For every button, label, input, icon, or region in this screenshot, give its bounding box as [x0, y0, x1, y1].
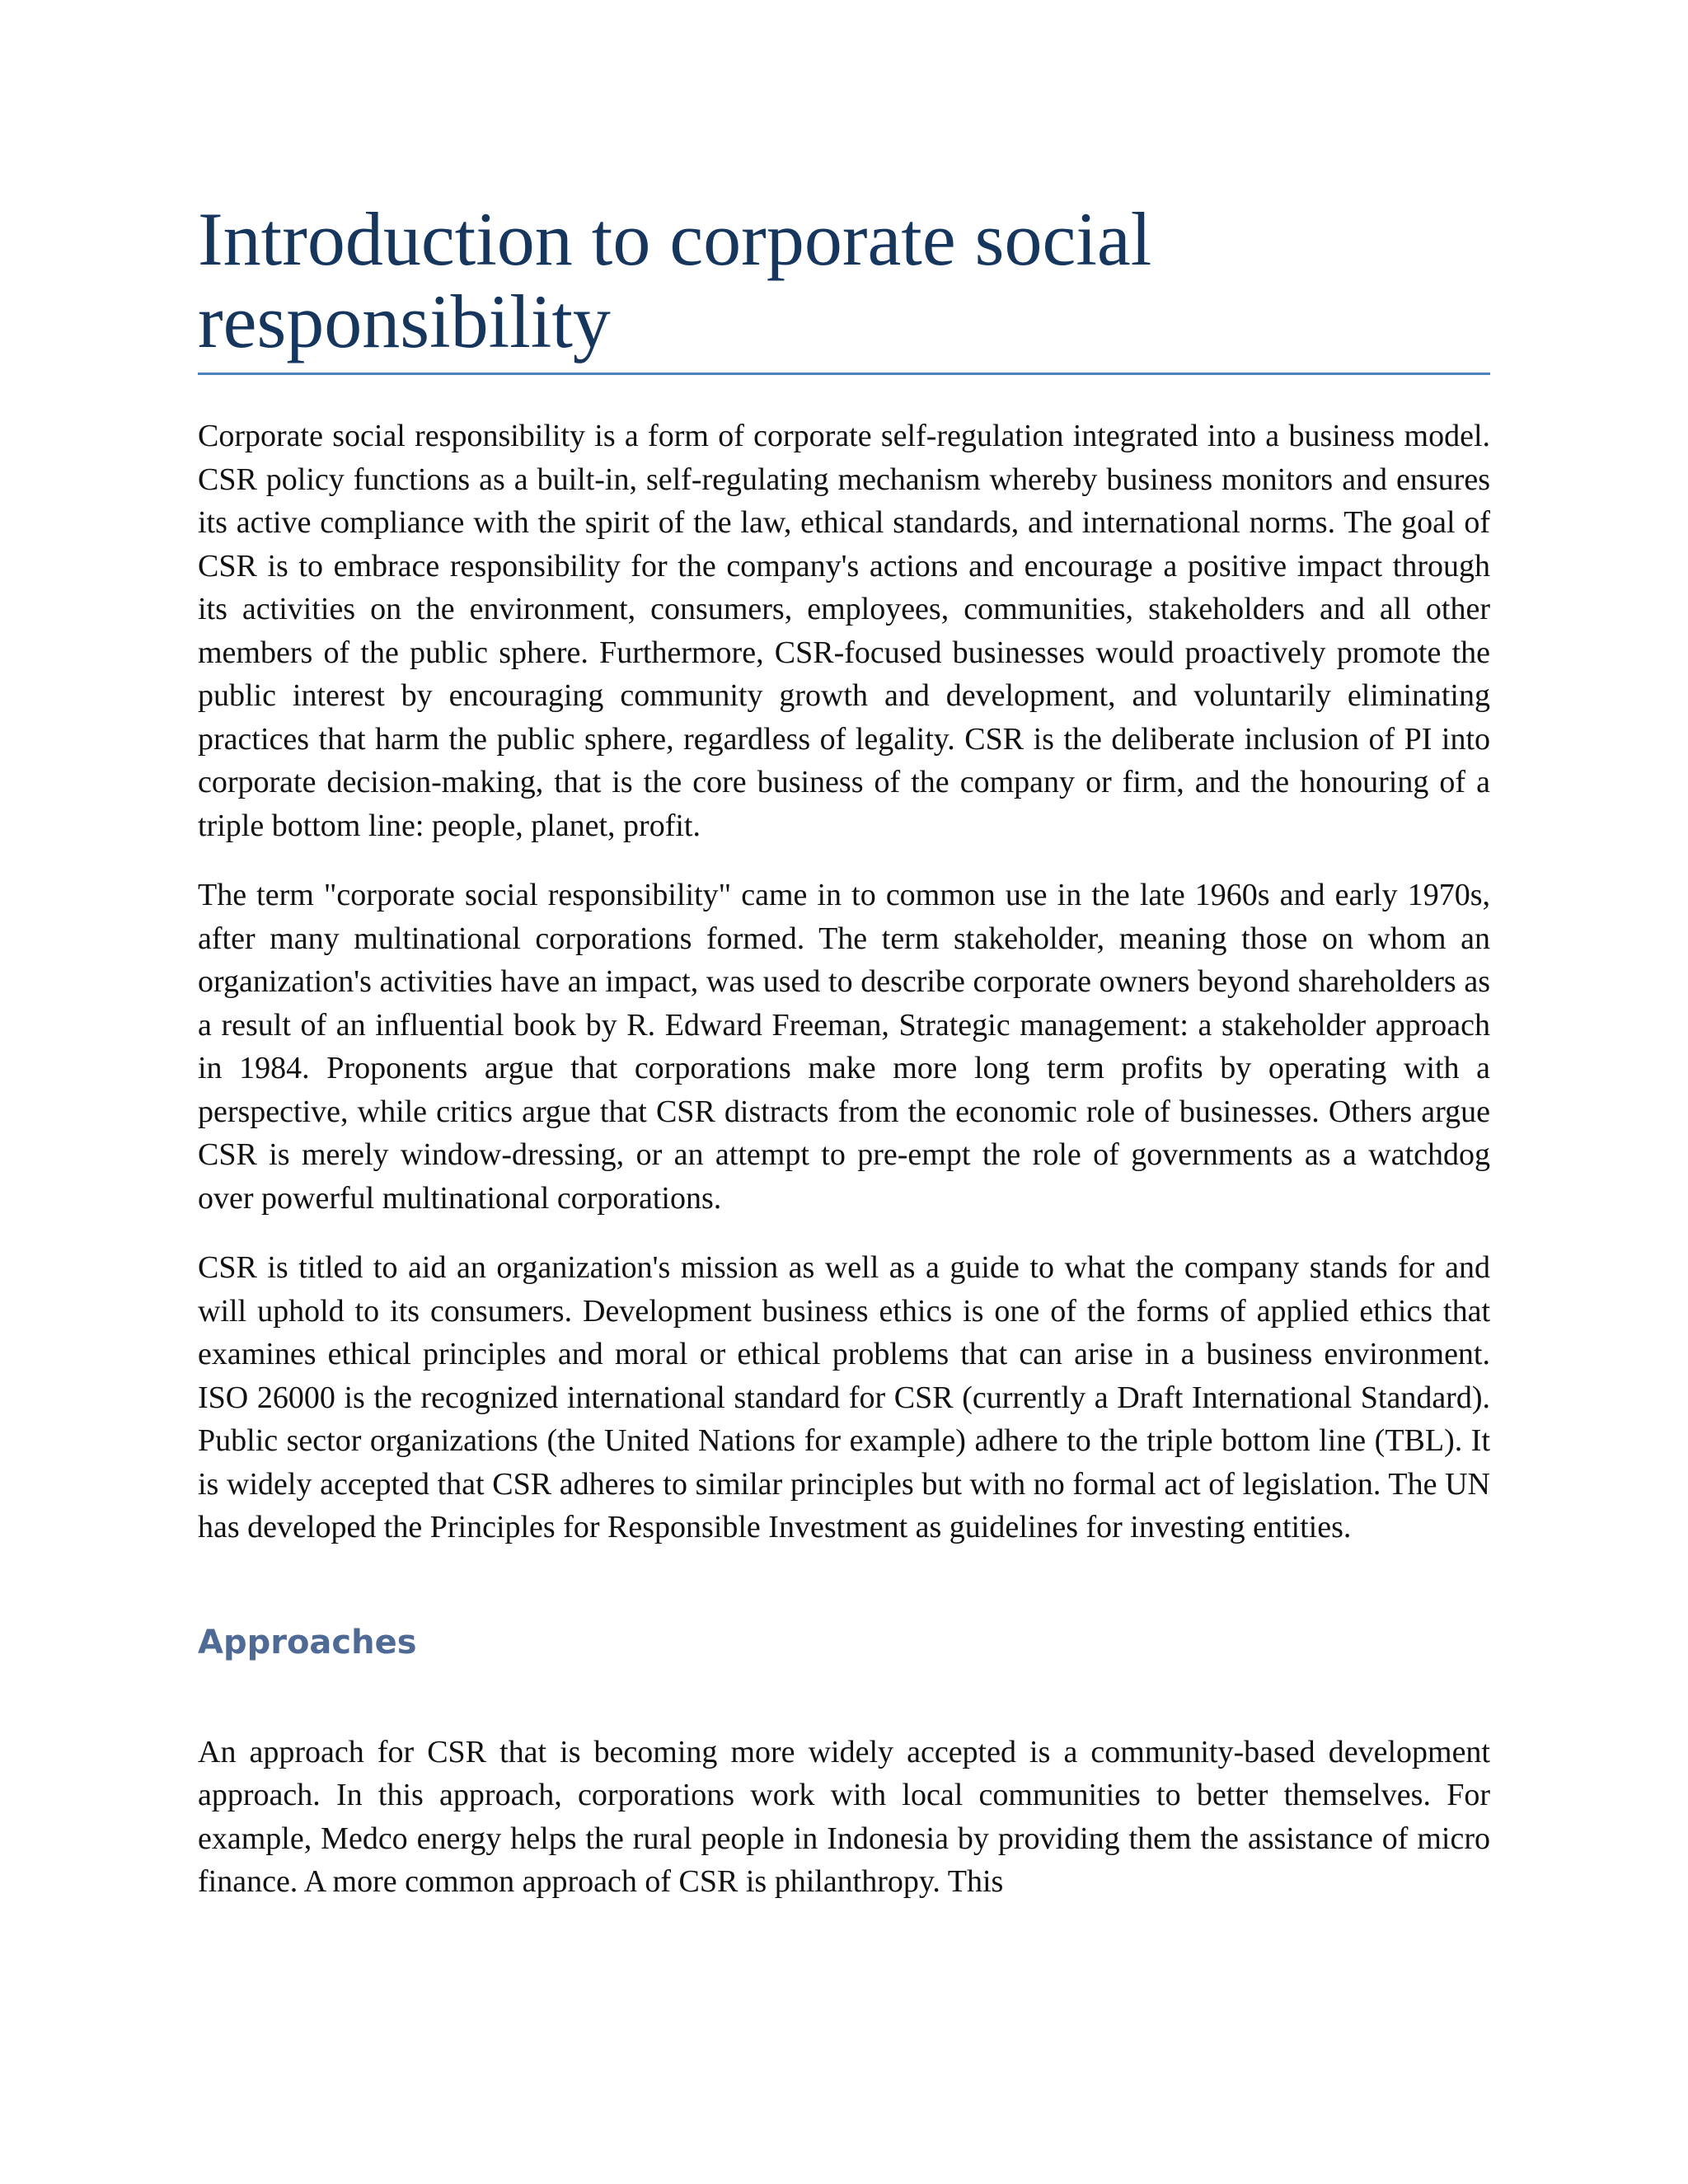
paragraph-standards: CSR is titled to aid an organization's mission as well as a guide to what the company stands for and will uphold to its consumers. Development business ethics is one of the forms of applied ethics that examines ethical principles and moral or ethical problems that can arise in a business environment. ISO 26000 is the recognized international standard for CSR (currently a Draft International Standard). Public sector organizations (the United Nations for example) adhere to the triple bottom line (TBL). It is widely accepted that CSR adheres to similar principles but with no formal act of legislation. The UN has developed the Principles for Responsible Investment as guidelines for investing entities.: [198, 1250, 1490, 1544]
paragraph-history: The term "corporate social responsibility" came in to common use in the late 1960s and early 1970s, after many multinational corporations formed. The term stakeholder, meaning those on whom an organization's activities have an impact, was used to describe corporate owners beyond shareholders as a result of an influential book by R. Edward Freeman, Strategic management: a stakeholder approach in 1984. Proponents argue that corporations make more long term profits by operating with a perspective, while critics argue that CSR distracts from the economic role of businesses. Others argue CSR is merely window-dressing, or an attempt to pre-empt the role of governments as a watchdog over powerful multinational corporations.: [198, 878, 1490, 1216]
paragraph-approaches: An approach for CSR that is becoming more widely accepted is a community-based development approach. In this approach, corporations work with local communities to better themselves. For example, Medco energy helps the rural people in Indonesia by providing them the assistance of micro finance. A more common approach of CSR is philanthropy. This: [198, 1734, 1490, 1899]
paragraph-intro: Corporate social responsibility is a form of corporate self-regulation integrated into a business model. CSR policy functions as a built-in, self-regulating mechanism whereby business monitors and ensures its active compliance with the spirit of the law, ethical standards, and international norms. The goal of CSR is to embrace responsibility for the company's actions and encourage a positive impact through its activities on the environment, consumers, employees, communities, stakeholders and all other members of the public sphere. Furthermore, CSR-focused businesses would proactively promote the public interest by encouraging community growth and development, and voluntarily eliminating practices that harm the public sphere, regardless of legality. CSR is the deliberate inclusion of PI into corporate decision-making, that is the core business of the company or firm, and the honouring of a triple bottom line: people, planet, profit.: [198, 419, 1490, 843]
document-page: [198, 198, 1490, 1904]
section-heading-approaches: Approaches: [198, 1623, 417, 1661]
page-title: Introduction to corporate social responsibility: [198, 198, 1490, 375]
